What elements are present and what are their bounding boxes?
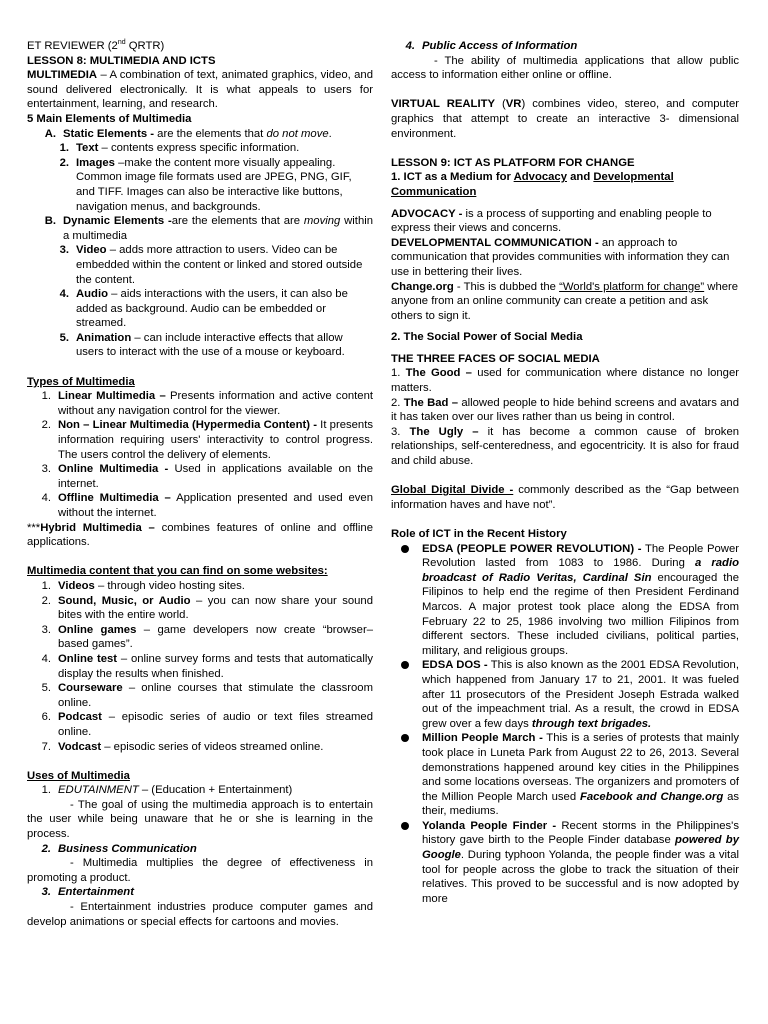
change-org-definition: Change.org - This is dubbed the “World's platform for change” where anyone from an online community can create a petition and ask others to sign it. [391, 280, 739, 322]
list-item: 5. Courseware – online courses that stimulate the classroom online. [41, 682, 373, 709]
public-access-item: 4. Public Access of Information [405, 40, 578, 52]
list-item: 7. Vodcast – episodic series of videos streamed online. [41, 740, 324, 753]
content-heading: Multimedia content that you can find on some websites: [27, 565, 328, 578]
content-list [27, 579, 373, 754]
entertainment-item: 3. Entertainment [41, 886, 134, 899]
list-item: 4. Online test – online survey forms and tests that automatically display the results when finished. [41, 652, 373, 680]
main-elements-heading: 5 Main Elements of Multimedia [27, 112, 192, 125]
face-good: 1. The Good – used for communication where distance no longer matters. [391, 367, 740, 395]
developmental-communication-definition: DEVELOPMENTAL COMMUNICATION - an approach to communication that provides communities with information they can use in bettering their lives. [391, 236, 730, 278]
list-item: Yolanda People Finder - Recent storms in the Philippines's history gave birth to the People Finder database powered by Google. During typhoon Yolanda, the people finder was a vital tool for people across the globe to track the situation of their relatives. This proved to be successful and is now adopted by more [391, 819, 739, 907]
list-item: 3. Video – adds more attraction to users. Video can be embedded within the content or linked and stored outside the content. [59, 244, 363, 286]
list-item: 1. Videos – through video hosting sites. [41, 579, 245, 592]
list-item: 3. Online Multimedia - Used in applications available on the internet. [41, 463, 373, 490]
lesson-9-heading: LESSON 9: ICT AS PLATFORM FOR CHANGE [391, 156, 635, 169]
types-list [27, 389, 373, 520]
virtual-reality-definition: VIRTUAL REALITY (VR) combines video, stereo, and computer graphics that attempt to create an interactive 3- dimensional environment. [391, 98, 739, 140]
edutainment-body: - The goal of using the multimedia approach is to entertain the user while being unaware that he or she is learning in the process. [27, 798, 373, 841]
left-column [27, 39, 373, 929]
face-bad: 2. The Bad – allowed people to hide behind screens and avatars and it has taken over our lives rather than us being in control. [391, 396, 739, 424]
document-title: ET REVIEWER (2nd QRTR) [27, 39, 165, 52]
entertainment-body: - Entertainment industries produce computer games and develop animations or special effects for cartoons and movies. [27, 901, 373, 928]
static-elements-item: A. Static Elements - are the elements that do not move. [44, 127, 332, 140]
list-item: EDSA DOS - This is also known as the 2001 EDSA Revolution, which happened from January 17 to 21, 2001. It was fueled after 11 prosecutors of the President Joseph Estrada walked out of the impeachment trial. As a result, the crowd in EDSA grew over a few days through text brigades. [391, 658, 739, 731]
static-elements-list [27, 141, 373, 214]
bullet-icon [391, 658, 422, 731]
list-item: 1. Text – contents express specific information. [59, 142, 300, 155]
types-heading: Types of Multimedia [27, 375, 135, 388]
social-power-heading: 2. The Social Power of Social Media [391, 331, 583, 344]
list-item: EDSA (PEOPLE POWER REVOLUTION) - The People Power Revolution lasted from 1083 to 1986. During a radio broadcast of Radio Veritas, Cardinal Sin encouraged the Filipinos to help end the regime of then President Ferdinand Marcos. A major protest took place along the EDSA from February 22 to 25, 1986 involving two million Filipinos from different sectors. These included civilians, political parties, military, and religious groups. [391, 542, 739, 659]
bullet-icon [391, 731, 422, 819]
list-item: 2. Non – Linear Multimedia (Hypermedia Content) - It presents information requiring users' interactivity to control progress. The users control the delivery of elements. [41, 419, 373, 461]
dynamic-elements-item: B. Dynamic Elements -are the elements that are moving within a multimedia [44, 215, 374, 242]
right-column [391, 39, 739, 906]
advocacy-definition: ADVOCACY - is a process of supporting and enabling people to express their views and concerns. [391, 207, 712, 235]
list-item: 1. Linear Multimedia – Presents information and active content without any navigation control for the viewer. [41, 390, 373, 417]
list-item: 2. Sound, Music, or Audio – you can now share your sound bites with the entire world. [41, 594, 373, 622]
dynamic-elements-list [27, 243, 373, 360]
bullet-icon [391, 542, 422, 659]
hybrid-multimedia: ***Hybrid Multimedia – combines features of online and offline applications. [27, 521, 373, 549]
public-access-body: - The ability of multimedia applications that allow public access to information either online or offline. [391, 54, 739, 82]
multimedia-definition: MULTIMEDIA – A combination of text, animated graphics, video, and sound delivered electronically. It is what appeals to users for entertainment, learning, and research. [27, 69, 373, 111]
business-body: - Multimedia multiplies the degree of effectiveness in promoting a product. [27, 857, 373, 884]
role-of-ict-heading: Role of ICT in the Recent History [391, 528, 567, 540]
lesson-8-heading: LESSON 8: MULTIMEDIA AND ICTS [27, 54, 216, 67]
list-item: 2. Images –make the content more visually appealing. Common image file formats used are JPEG, PNG, GIF, and TIFF. Images can also be interactive like buttons, navigation menus, and backgrounds. [59, 156, 352, 213]
list-item: 6. Podcast – episodic series of audio or text files streamed online. [41, 711, 373, 738]
list-item: 3. Online games – game developers now create “browser–based games”. [41, 623, 373, 651]
ict-medium-heading: 1. ICT as a Medium for Advocacy and Developmental Communication [391, 171, 674, 198]
edutainment-item: 1. EDUTAINMENT – (Education + Entertainment) [41, 784, 293, 797]
business-item: 2. Business Communication [41, 842, 197, 855]
list-item: Million People March - This is a series of protests that mainly took place in Luneta Park from August 22 to 26, 2013. Several demonstrations happened around key cities in the Philippines and some locations overseas. The organizers and promoters of the Million People March used Facebook and Change.org as their, mediums. [391, 731, 739, 819]
global-digital-divide: Global Digital Divide - commonly described as the “Gap between information haves and have not”. [391, 484, 739, 511]
three-faces-heading: THE THREE FACES OF SOCIAL MEDIA [391, 352, 600, 365]
list-item: 4. Audio – aids interactions with the users, it can also be added as background. Audio can be embedded or streamed. [59, 288, 348, 330]
face-ugly: 3. The Ugly – it has become a common cause of broken relationships, self-centeredness, and egocentricity. It is also for fraud and child abuse. [391, 425, 740, 468]
list-item: 5. Animation – can include interactive effects that allow users to interact with the use of a mouse or keyboard. [59, 331, 345, 359]
bullet-icon [391, 819, 422, 907]
uses-heading: Uses of Multimedia [27, 769, 130, 782]
list-item: 4. Offline Multimedia – Application presented and used even without the internet. [41, 492, 373, 519]
